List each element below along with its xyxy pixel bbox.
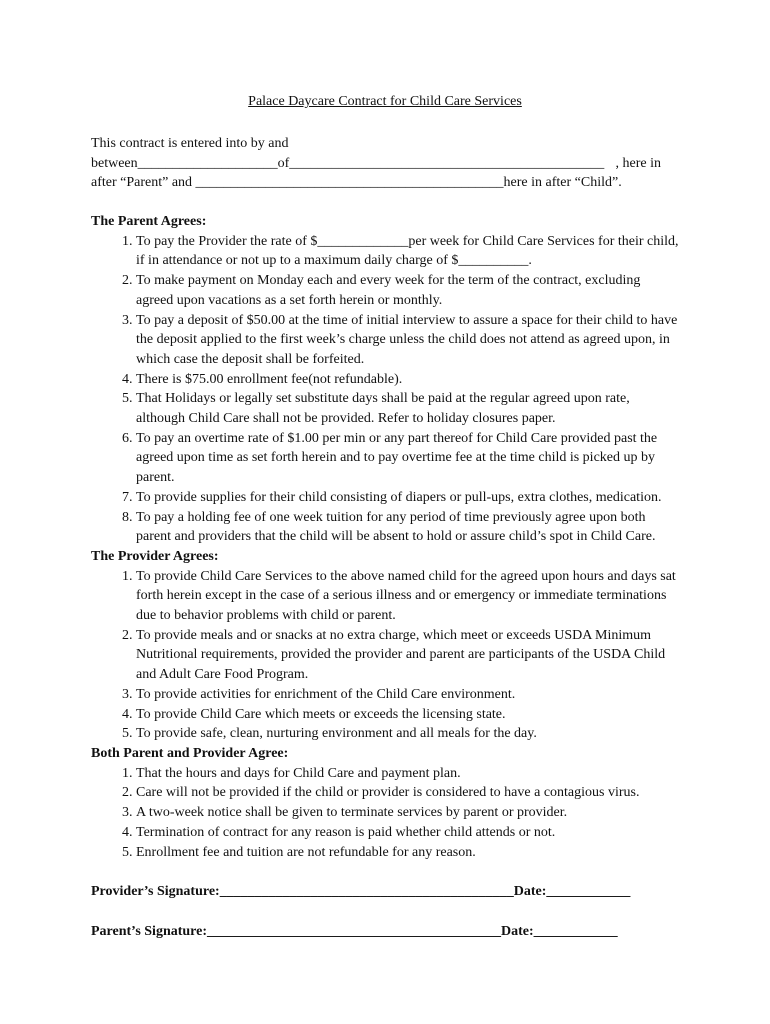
list-item: 5. To provide safe, clean, nurturing environment and all meals for the day. [136,724,681,744]
list-item: 8. To pay a holding fee of one week tuition for any period of time previously agree upon both parent and providers that the child will be absent to hold or assure child’s spot in Child Care. [136,508,681,547]
intro-line-3: after “Parent” and ____________________________________________here in after “Child”. [91,175,622,191]
list-item: 2. Care will not be provided if the child or provider is considered to have a contagious virus. [136,783,681,803]
provider-agrees-list [91,567,681,744]
parent-agrees-heading: The Parent Agrees: [91,214,207,229]
list-item: 4. Termination of contract for any reason is paid whether child attends or not. [136,823,681,843]
list-item: 4. There is $75.00 enrollment fee(not refundable). [136,370,681,390]
list-item: 3. To pay a deposit of $50.00 at the time of initial interview to assure a space for their child to have the deposit applied to the first week’s charge unless the child does not attend as agreed upon, in which case the deposit shall be forfeited. [136,311,681,370]
list-item: 3. To provide activities for enrichment of the Child Care environment. [136,685,681,705]
intro-paragraph [91,134,661,193]
list-item: 7. To provide supplies for their child consisting of diapers or pull-ups, extra clothes, medication. [136,488,681,508]
list-item: 5. That Holidays or legally set substitute days shall be paid at the regular agreed upon rate, although Child Care shall not be provided. Refer to holiday closures paper. [136,389,681,428]
list-item: 3. A two-week notice shall be given to terminate services by parent or provider. [136,803,681,823]
intro-line-1: This contract is entered into by and [91,136,289,151]
list-item: 1. That the hours and days for Child Care and payment plan. [136,764,681,784]
intro-line-2-left: between____________________of_____________________________________________ [91,155,605,171]
provider-agrees-heading: The Provider Agrees: [91,548,219,564]
page-title: Palace Daycare Contract for Child Care Services [248,94,522,109]
parent-signature-line[interactable]: Parent’s Signature:__________________________________________Date:____________ [91,924,618,939]
list-item: 5. Enrollment fee and tuition are not refundable for any reason. [136,843,681,863]
list-item: 2. To make payment on Monday each and every week for the term of the contract, excluding agreed upon vacations as a set forth herein or monthly. [136,271,681,310]
parent-agrees-section [91,212,681,862]
list-item: 1. To pay the Provider the rate of $_____________per week for Child Care Services for their child, if in attendance or not up to a maximum daily charge of $__________. [136,232,681,271]
list-item: 2. To provide meals and or snacks at no extra charge, which meet or exceeds USDA Minimum Nutritional requirements, provided the provider and parent are participants of the USDA Child and Adult Care Food Program. [136,626,681,685]
intro-line-2-right: , here in [615,155,661,171]
list-item: 1. To provide Child Care Services to the above named child for the agreed upon hours and days sat forth herein except in the case of a serious illness and or emergency or immediate terminations due to behavior problems with child or parent. [136,567,681,626]
provider-signature-line[interactable]: Provider’s Signature:__________________________________________Date:____________ [91,884,631,899]
intro-line-2 [91,154,661,174]
both-agree-heading: Both Parent and Provider Agree: [91,745,289,761]
both-agree-list [91,764,681,863]
list-item: 4. To provide Child Care which meets or exceeds the licensing state. [136,705,681,725]
list-item: 6. To pay an overtime rate of $1.00 per min or any part thereof for Child Care provided past the agreed upon time as set forth herein and to pay overtime fee at the time child is picked up by parent. [136,429,681,488]
parent-agrees-list [91,232,681,547]
